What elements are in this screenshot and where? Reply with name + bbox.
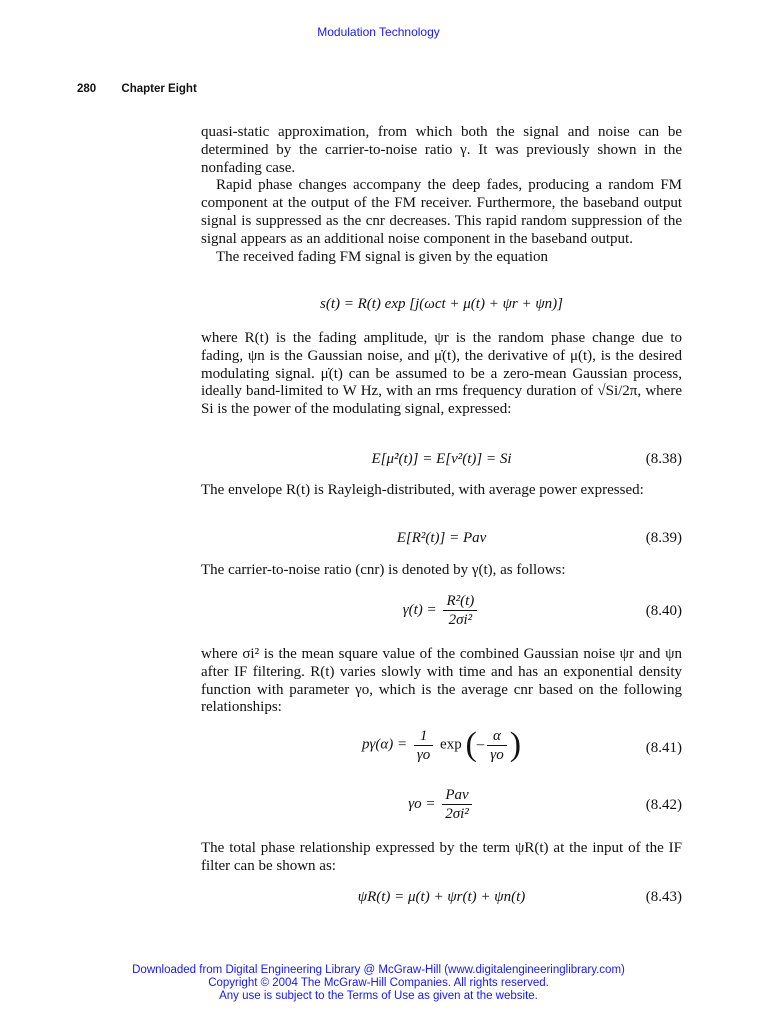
equation-8-38-number: (8.38) xyxy=(645,451,682,467)
equation-8-41-inner-numerator: α xyxy=(487,727,506,746)
equation-8-40-denominator: 2σi² xyxy=(448,612,473,628)
equation-8-42-denominator: 2σi² xyxy=(445,806,469,822)
chapter-title: Chapter Eight xyxy=(121,83,197,95)
running-head xyxy=(77,83,197,95)
equation-signal-text: s(t) = R(t) exp [j(ωct + μ(t) + ψr + ψn)] xyxy=(319,296,564,312)
equation-8-41-fraction xyxy=(414,727,433,764)
body-top xyxy=(201,124,682,266)
equation-8-41-inner-fraction xyxy=(487,727,506,764)
equation-8-42-numerator: Pav xyxy=(442,786,472,805)
equation-8-41-lhs: pγ(α) = xyxy=(361,736,408,753)
left-paren: ( xyxy=(465,726,477,763)
footer-copyright: Copyright © 2004 The McGraw-Hill Companies. All rights reserved. xyxy=(208,977,549,989)
paragraph-2: Rapid phase changes accompany the deep fades, producing a random FM component at the output of the FM receiver. Furthermore, the baseband output signal is suppressed as the cnr decreases. This rapid random suppression of the signal appears as an additional noise component in the baseband output. xyxy=(201,177,682,247)
footer-terms-link[interactable]: Any use is subject to the Terms of Use as given at the website. xyxy=(219,990,538,1002)
equation-8-38 xyxy=(201,451,682,471)
equation-8-41-denominator: γo xyxy=(416,746,431,763)
equation-signal xyxy=(201,296,682,316)
equation-8-43 xyxy=(201,889,682,909)
equation-8-38-text: E[μ̇²(t)] = E[v²(t)] = Si xyxy=(371,451,512,467)
equation-8-41 xyxy=(201,726,682,772)
equation-8-42 xyxy=(201,786,682,828)
paragraph-1: quasi-static approximation, from which both the signal and noise can be determined by the carrier-to-noise ratio γ. It was previously shown in the nonfading case. xyxy=(201,124,682,176)
paragraph-6: The carrier-to-noise ratio (cnr) is denoted by γ(t), as follows: xyxy=(201,562,566,578)
equation-8-39 xyxy=(201,530,682,550)
equation-8-40 xyxy=(201,592,682,634)
equation-8-41-inner-denominator: γo xyxy=(490,746,504,763)
equation-8-39-text: E[R²(t)] = Pav xyxy=(396,530,487,546)
page-number: 280 xyxy=(77,83,97,95)
footer-notice xyxy=(0,964,757,1003)
equation-8-40-expr xyxy=(201,592,682,629)
footer-download-link[interactable]: Downloaded from Digital Engineering Library @ McGraw-Hill (www.digitalengineeringlibrary.com) xyxy=(132,964,625,976)
paragraph-5: The envelope R(t) is Rayleigh-distributed, with average power expressed: xyxy=(201,482,644,498)
equation-8-43-text: ψR(t) = μ(t) + ψr(t) + ψn(t) xyxy=(357,889,526,905)
equation-8-43-number: (8.43) xyxy=(645,889,682,905)
equation-8-41-expr: pγ(α) = $\frac{1}{\gamma o}$ exp (– $\frac{\alpha}{\gamma o}$ ) xyxy=(361,726,522,763)
equation-8-41-numerator: 1 xyxy=(414,727,433,746)
equation-8-41-number: (8.41) xyxy=(645,740,682,756)
equation-8-41-exp: exp xyxy=(440,736,462,753)
paragraph-7: where σi² is the mean square value of the combined Gaussian noise ψr and ψn after IF filtering. R(t) varies slowly with time and has an exponential density function with parameter γo, which is the average cnr based on the following relationships: xyxy=(201,646,682,716)
paragraph-8: The total phase relationship expressed by the term ψR(t) at the input of the IF filter can be shown as: xyxy=(201,840,682,874)
paragraph-3: The received fading FM signal is given by the equation xyxy=(216,248,548,265)
equation-8-40-lhs: γ(t) = xyxy=(402,601,437,618)
equation-8-42-fraction xyxy=(442,786,472,823)
site-title-link[interactable]: Modulation Technology xyxy=(317,25,440,39)
paragraph-4: where R(t) is the fading amplitude, ψr is the random phase change due to fading, ψn is the Gaussian noise, and μ̇(t), the derivative of μ(t), is the desired modulating signal. μ̇(t) can be assumed to be a zero-mean Gaussian process, ideally band-limited to W Hz, with an rms frequency duration of √Si/2π, where Si is the power of the modulating signal, expressed: xyxy=(201,330,682,418)
equation-8-42-lhs: γo = xyxy=(408,795,436,812)
equation-8-42-expr xyxy=(201,786,682,823)
equation-8-40-fraction xyxy=(443,592,477,629)
right-paren: ) xyxy=(509,726,522,763)
equation-8-40-numerator: R²(t) xyxy=(443,592,477,611)
equation-8-39-number: (8.39) xyxy=(645,530,682,546)
equation-8-42-number: (8.42) xyxy=(645,797,682,813)
equation-8-40-number: (8.40) xyxy=(645,603,682,619)
